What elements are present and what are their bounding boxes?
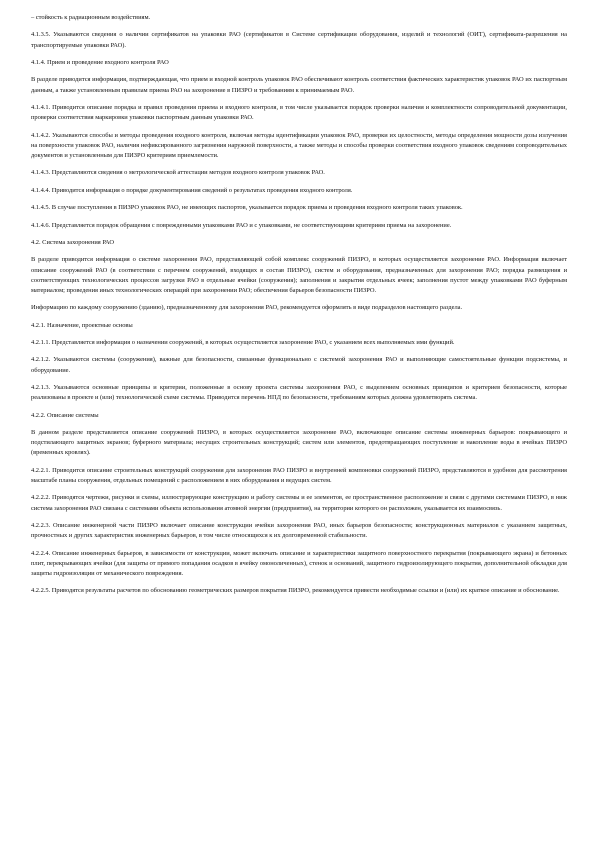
paragraph: 4.2.1.1. Представляется информация о назначении сооружений, в которых осуществляется захоронение РАО, с указанием всех выполняемых ими функций. <box>31 339 455 347</box>
section-heading: 4.2.2. Описание системы <box>31 411 99 419</box>
paragraph: В разделе приводится информация, подтверждающая, что прием и входной контроль упаковок РАО обеспечивают контроль соответствия фактических характеристик упаковок РАО их паспортным данным, а также установленным правилам приема РАО на захоронение в ПИЗРО и требованиям к принимаемым РАО. <box>31 76 567 94</box>
section-heading: 4.2. Система захоронения РАО <box>31 238 114 246</box>
paragraph: 4.1.4.6. Представляется порядок обращения с поврежденными упаковками РАО и с упаковками, не соответствующими критериям приема на захоронение. <box>31 221 452 229</box>
paragraph: 4.2.1.2. Указываются системы (сооружения), важные для безопасности, связанные функционально с системой захоронения РАО и выполняющие самостоятельные функции подсистемы, и оборудование. <box>31 356 567 374</box>
paragraph: 4.1.4.5. В случае поступления в ПИЗРО упаковок РАО, не имеющих паспортов, указывается порядок приема и проведения входного контроля таких упаковок. <box>31 204 463 212</box>
paragraph: 4.1.4.4. Приводится информация о порядке документирования сведений о результатах проведения входного контроля. <box>31 186 353 194</box>
section-heading: 4.1.4. Прием и проведение входного контроля РАО <box>31 58 169 66</box>
paragraph: В разделе приводится информация о системе захоронения РАО, представляющей собой комплекс сооружений ПИЗРО, в которых осуществляется захоронение РАО. Информация включает описание сооружений РАО (в соответствии с перечнем сооружений, входящих в состав ПИЗРО), систем и оборудования, предназначенных для захоронения РАО; порядка размещения и соответствующих технологических процессов загрузки РАО в отдельные ячейки (сооружения); заполнения и закрытия отдельных ячеек; заполнения пустот между упаковками РАО буферным материалом; проведения иных технологических операций при захоронении РАО; обеспечения барьеров безопасности ПИЗРО. <box>31 256 567 294</box>
paragraph: 4.2.2.5. Приводятся результаты расчетов по обоснованию геометрических размеров покрытия ПИЗРО, рекомендуется привести необходимые ссылки и (или) их краткое описание и обоснование. <box>31 587 560 595</box>
paragraph: В данном разделе представляется описание сооружений ПИЗРО, в которых осуществляется захоронение РАО, включающее описание системы инженерных барьеров: покрывающего и подстилающего защитных экранов; буферного материала; несущих строительных конструкций; систем или элементов, предотвращающих поступление и накопление воды в ячейках ПИЗРО (временных кровлях). <box>31 429 567 457</box>
paragraph: – стойкость к радиационным воздействиям. <box>31 14 151 21</box>
paragraph: 4.1.4.1. Приводится описание порядка и правил проведения приема и входного контроля, в том числе указывается порядок проверки наличия и комплектности сопроводительной документации, проверки соответствия маркировки упаковки паспортным данным упаковки РАО. <box>31 103 567 122</box>
section-heading: 4.2.1. Назначение, проектные основы <box>31 321 133 329</box>
paragraph: 4.2.2.3. Описание инженерной части ПИЗРО включает описание конструкции ячейки захоронения РАО, иных барьеров безопасности; конструкционных материалов с указанием защитных, прочностных и других характеристик инженерных барьеров, в том числе относящихся к их долговременной стабильности. <box>31 522 567 540</box>
paragraph: 4.2.1.3. Указываются основные принципы и критерии, положенные в основу проекта системы захоронения РАО, с выделением основных принципов и критериев безопасности, которые реализованы в проекте и (или) технологической схеме системы. Приводится перечень НПД по безопасности, требованиям которых должна удовлетворять система. <box>31 384 567 402</box>
paragraph: 4.2.2.1. Приводится описание строительных конструкций сооружения для захоронения РАО ПИЗРО и внутренней компоновки сооружений ПИЗРО, представляются в удобном для рассмотрения масштабе планы сооружения, отдельных помещений с расположением в них оборудования и ведущих систем. <box>31 466 567 485</box>
paragraph: 4.1.4.3. Представляются сведения о метрологической аттестации методов входного контроля упаковок РАО. <box>31 169 325 177</box>
paragraph: 4.1.4.2. Указываются способы и методы проведения входного контроля, включая методы идентификации упаковок РАО, проверки их целостности, методы определения мощности дозы излучения на поверхности упаковок РАО, наличия нефиксированного загрязнения наружной поверхности, а также методы и способы проверки соответствия входного упаковок сведениям сопроводительных документов и установленным для ПИЗРО критериям приемлемости. <box>31 131 567 159</box>
paragraph: Информацию по каждому сооружению (зданию), предназначенному для захоронения РАО, рекомендуется оформлять в виде подразделов настоящего раздела. <box>31 304 463 312</box>
paragraph: 4.1.3.5. Указываются сведения о наличии сертификатов на упаковки РАО (сертификатов в Системе сертификации оборудования, изделий и технологий (ОИТ), сертификата-разрешения на транспортируемые упаковки РАО). <box>31 31 567 49</box>
paragraph: 4.2.2.2. Приводятся чертежи, рисунки и схемы, иллюстрирующие конструкцию и работу системы и ее элементов, ее пространственное расположение и связи с другими системами ПИЗРО, в ниж система захоронения РАО связана с системами объекта использования атомной энергии (предприятия), на территории которого он расположен, указывается их взаимосвязь. <box>31 494 567 512</box>
paragraph: 4.2.2.4. Описание инженерных барьеров, в зависимости от конструкции, может включать описание и характеристики защитного поверхностного перекрытия (покрывающего экрана) и бетонных плит, перекрывающих ячейки (для защиты от прямого попадания осадков в ячейку омоноличенных), стенок и оснований, защитного гидроизолирующего покрытия, дополнительной обкладки для защиты гидроизоляции от механического повреждения. <box>31 549 567 578</box>
